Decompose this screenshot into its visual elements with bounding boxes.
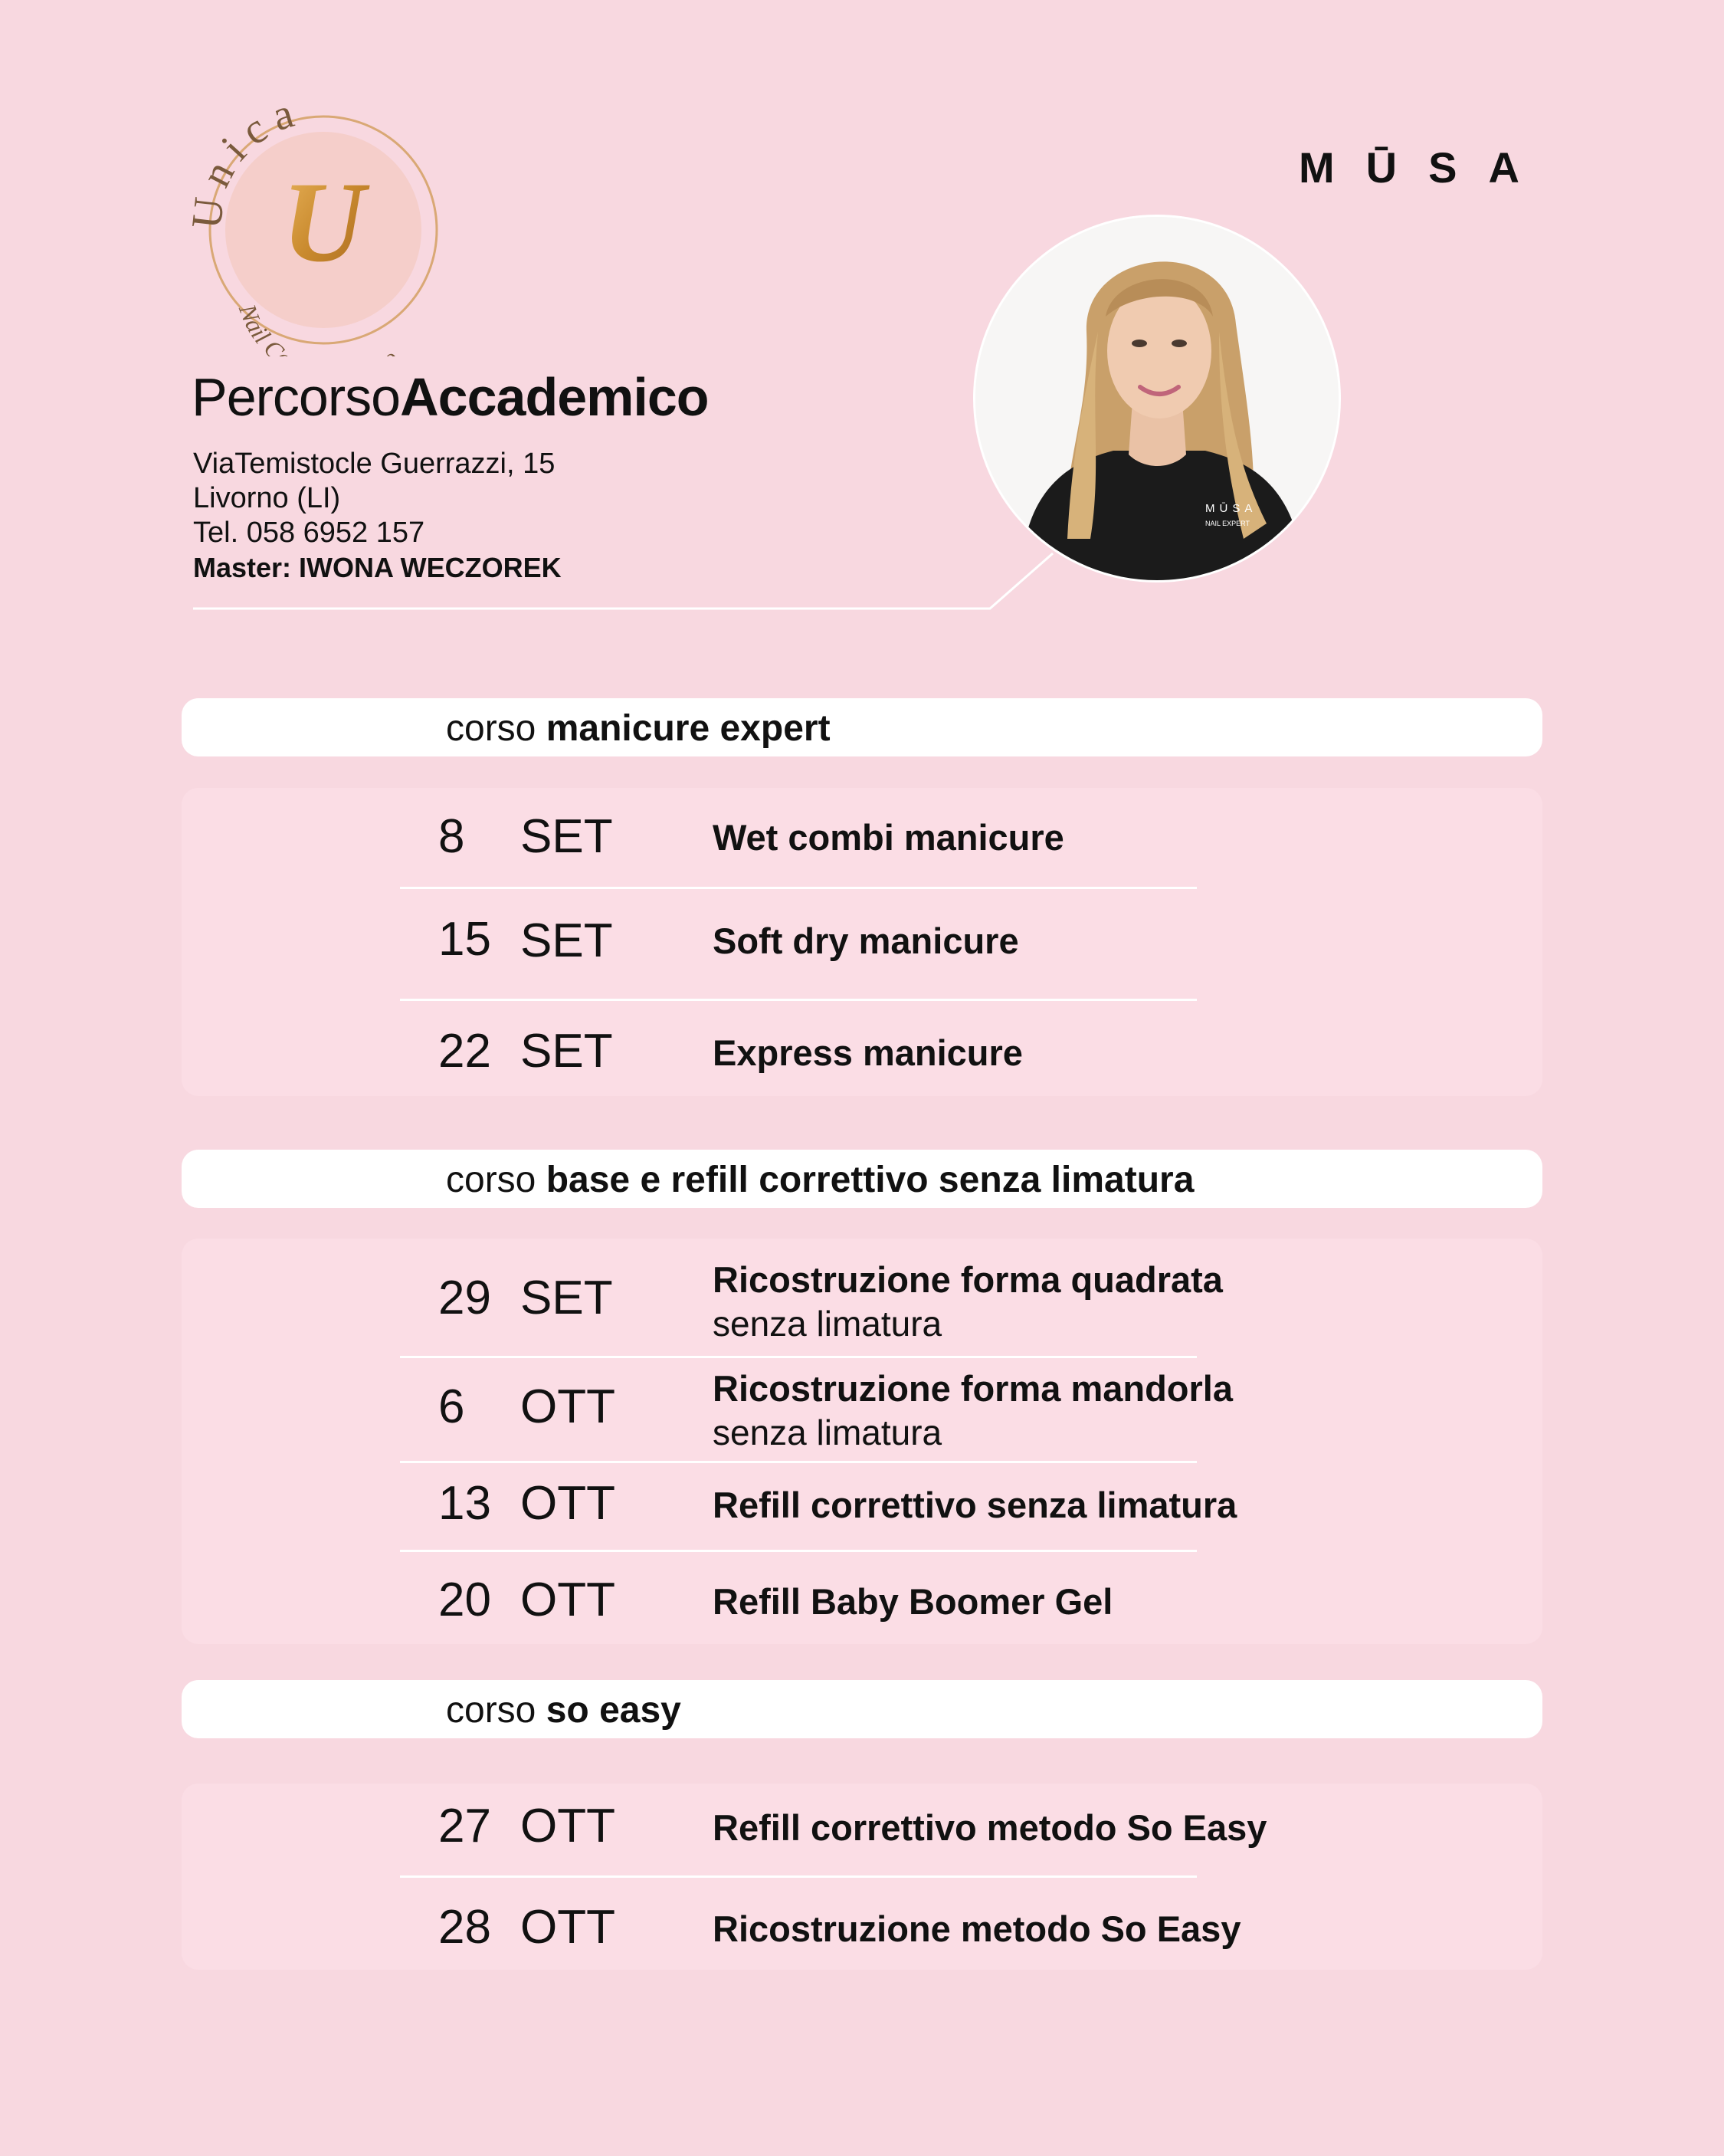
course-name: Refill correttivo senza limatura [713, 1485, 1237, 1525]
section-header-so-easy [182, 1680, 1542, 1738]
date-day: 8 [438, 810, 465, 863]
section-name: so easy [546, 1690, 681, 1731]
course-name: Refill correttivo metodo So Easy [713, 1807, 1267, 1848]
course-name: Ricostruzione forma quadrata [713, 1259, 1223, 1300]
section-name: manicure expert [546, 708, 831, 749]
date-day: 20 [438, 1574, 491, 1626]
section-panel-base-refill [182, 1239, 1542, 1644]
master-name: Master: IWONA WECZOREK [193, 552, 562, 583]
section-header-base-refill [182, 1150, 1542, 1208]
logo-top-text: nica [192, 100, 308, 195]
section-panel-manicure-expert [182, 788, 1542, 1096]
section-prefix: corso [446, 1690, 536, 1731]
unica-logo [192, 100, 448, 356]
date-day: 27 [438, 1800, 491, 1852]
course-name: Express manicure [713, 1032, 1023, 1073]
shirt-sub: NAIL EXPERT [1205, 520, 1250, 527]
row-divider [400, 1875, 1197, 1878]
row-divider [400, 1550, 1197, 1552]
page-title [192, 366, 709, 428]
date-day: 6 [438, 1380, 465, 1433]
section-panel-so-easy [182, 1784, 1542, 1970]
date-day: 29 [438, 1272, 491, 1324]
section-header-manicure-expert [182, 698, 1542, 756]
date-month: SET [520, 914, 613, 967]
date-month: OTT [520, 1800, 615, 1852]
course-name: Wet combi manicure [713, 817, 1064, 858]
course-name: Soft dry manicure [713, 920, 1019, 961]
date-day: 13 [438, 1477, 491, 1530]
logo-bottom-text: Nail C [234, 300, 290, 356]
phone: Tel. 058 6952 157 [193, 517, 425, 549]
course-name: Ricostruzione metodo So Easy [713, 1908, 1241, 1949]
row-divider [400, 1461, 1197, 1463]
date-month: OTT [520, 1380, 615, 1433]
date-month: SET [520, 1272, 613, 1324]
callout-line [192, 537, 1073, 621]
musa-brand: MŪSA [1299, 143, 1551, 192]
title-light: Percorso [192, 367, 401, 427]
date-day: 22 [438, 1025, 491, 1078]
logo-letter: U [281, 159, 365, 286]
date-day: 15 [438, 913, 491, 966]
address-line2: Livorno (LI) [193, 482, 341, 514]
address-line1: ViaTemistocle Guerrazzi, 15 [193, 448, 556, 480]
row-divider [400, 999, 1197, 1001]
master-photo [973, 215, 1341, 582]
date-month: OTT [520, 1477, 615, 1530]
date-month: SET [520, 1025, 613, 1078]
course-subtitle: senza limatura [713, 1413, 942, 1452]
date-month: OTT [520, 1574, 615, 1626]
shirt-brand: MŪSA [1205, 502, 1257, 515]
section-name: base e refill correttivo senza limatura [546, 1160, 1195, 1200]
course-subtitle: senza limatura [713, 1304, 942, 1344]
course-name: Ricostruzione forma mandorla [713, 1368, 1233, 1409]
title-bold: Accademico [400, 367, 709, 427]
row-divider [400, 1356, 1197, 1358]
date-month: SET [520, 810, 613, 863]
date-day: 28 [438, 1901, 491, 1954]
row-divider [400, 887, 1197, 889]
date-month: OTT [520, 1901, 615, 1954]
section-prefix: corso [446, 1160, 536, 1200]
section-prefix: corso [446, 708, 536, 749]
course-name: Refill Baby Boomer Gel [713, 1581, 1113, 1622]
